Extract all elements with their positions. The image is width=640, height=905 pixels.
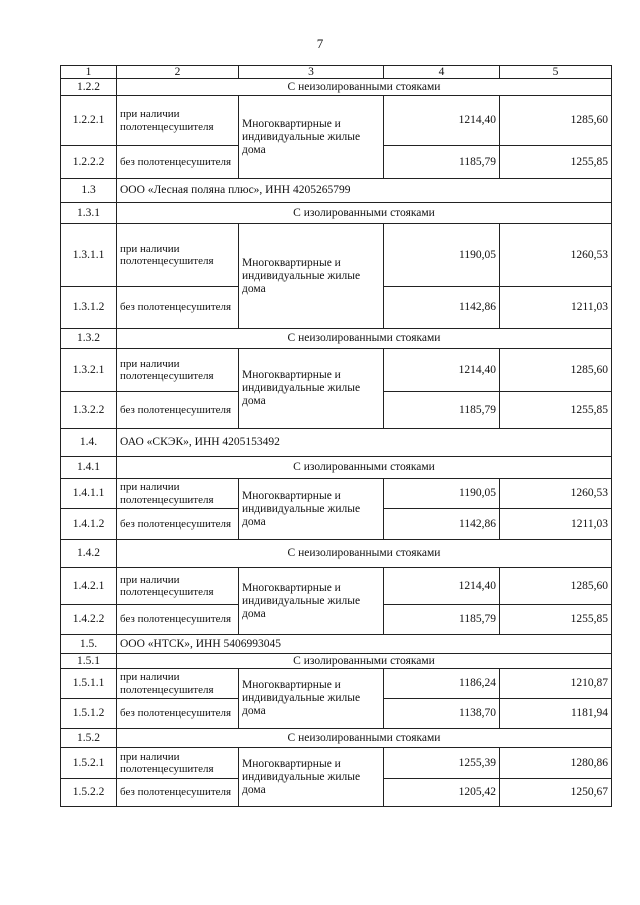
- value-cell: 1142,86: [384, 509, 500, 540]
- condition-cell: при наличии полотенцесушителя: [117, 479, 239, 509]
- value-cell: 1214,40: [384, 568, 500, 605]
- condition-cell: при наличии полотенцесушителя: [117, 349, 239, 392]
- row-number: 1.5.: [61, 635, 117, 654]
- column-header: 3: [239, 66, 384, 79]
- value-cell: 1260,53: [500, 224, 612, 287]
- table-row: [61, 224, 612, 287]
- section-row: [61, 79, 612, 96]
- housing-type-cell: Многоквартирные и индивидуальные жилые дома: [239, 748, 384, 807]
- row-number: 1.4.: [61, 429, 117, 457]
- row-number: 1.3.2.1: [61, 349, 117, 392]
- value-cell: 1138,70: [384, 699, 500, 729]
- value-cell: 1185,79: [384, 146, 500, 179]
- organization-name: ООО «Лесная поляна плюс», ИНН 4205265799: [117, 179, 612, 203]
- value-cell: 1255,85: [500, 392, 612, 429]
- section-title: С изолированными стояками: [117, 654, 612, 669]
- row-number: 1.5.2: [61, 729, 117, 748]
- section-row: [61, 329, 612, 349]
- column-header: 5: [500, 66, 612, 79]
- tariff-table: [60, 65, 612, 807]
- section-title: С неизолированными стояками: [117, 540, 612, 568]
- row-number: 1.2.2.1: [61, 96, 117, 146]
- row-number: 1.4.1: [61, 457, 117, 479]
- section-title: С изолированными стояками: [117, 457, 612, 479]
- condition-cell: без полотенцесушителя: [117, 392, 239, 429]
- value-cell: 1260,53: [500, 479, 612, 509]
- page-number: 7: [316, 36, 324, 51]
- organization-name: ОАО «СКЭК», ИНН 4205153492: [117, 429, 612, 457]
- section-row: [61, 203, 612, 224]
- value-cell: 1186,24: [384, 669, 500, 699]
- row-number: 1.3.2.2: [61, 392, 117, 429]
- value-cell: 1190,05: [384, 479, 500, 509]
- table-row: [61, 349, 612, 392]
- value-cell: 1285,60: [500, 96, 612, 146]
- condition-cell: при наличии полотенцесушителя: [117, 669, 239, 699]
- condition-cell: без полотенцесушителя: [117, 509, 239, 540]
- value-cell: 1181,94: [500, 699, 612, 729]
- value-cell: 1142,86: [384, 287, 500, 329]
- row-number: 1.3: [61, 179, 117, 203]
- table-row: [61, 568, 612, 605]
- row-number: 1.5.1.1: [61, 669, 117, 699]
- section-row: [61, 654, 612, 669]
- section-title: С изолированными стояками: [117, 203, 612, 224]
- value-cell: 1250,67: [500, 779, 612, 807]
- value-cell: 1190,05: [384, 224, 500, 287]
- value-cell: 1214,40: [384, 96, 500, 146]
- condition-cell: при наличии полотенцесушителя: [117, 96, 239, 146]
- housing-type-cell: Многоквартирные и индивидуальные жилые дома: [239, 479, 384, 540]
- value-cell: 1214,40: [384, 349, 500, 392]
- organization-row: [61, 429, 612, 457]
- section-row: [61, 729, 612, 748]
- value-cell: 1255,39: [384, 748, 500, 779]
- condition-cell: при наличии полотенцесушителя: [117, 224, 239, 287]
- condition-cell: при наличии полотенцесушителя: [117, 748, 239, 779]
- table-row: [61, 479, 612, 509]
- value-cell: 1211,03: [500, 509, 612, 540]
- row-number: 1.5.2.2: [61, 779, 117, 807]
- condition-cell: при наличии полотенцесушителя: [117, 568, 239, 605]
- condition-cell: без полотенцесушителя: [117, 605, 239, 635]
- value-cell: 1185,79: [384, 605, 500, 635]
- section-row: [61, 540, 612, 568]
- column-header: 4: [384, 66, 500, 79]
- condition-cell: без полотенцесушителя: [117, 779, 239, 807]
- section-title: С неизолированными стояками: [117, 79, 612, 96]
- value-cell: 1285,60: [500, 349, 612, 392]
- section-title: С неизолированными стояками: [117, 729, 612, 748]
- row-number: 1.2.2: [61, 79, 117, 96]
- value-cell: 1211,03: [500, 287, 612, 329]
- table-row: [61, 96, 612, 146]
- housing-type-cell: Многоквартирные и индивидуальные жилые дома: [239, 96, 384, 179]
- housing-type-cell: Многоквартирные и индивидуальные жилые дома: [239, 349, 384, 429]
- value-cell: 1185,79: [384, 392, 500, 429]
- housing-type-cell: Многоквартирные и индивидуальные жилые дома: [239, 669, 384, 729]
- row-number: 1.5.1.2: [61, 699, 117, 729]
- value-cell: 1285,60: [500, 568, 612, 605]
- housing-type-cell: Многоквартирные и индивидуальные жилые дома: [239, 224, 384, 329]
- housing-type-cell: Многоквартирные и индивидуальные жилые дома: [239, 568, 384, 635]
- value-cell: 1205,42: [384, 779, 500, 807]
- row-number: 1.2.2.2: [61, 146, 117, 179]
- section-row: [61, 457, 612, 479]
- row-number: 1.4.2.2: [61, 605, 117, 635]
- value-cell: 1255,85: [500, 605, 612, 635]
- row-number: 1.3.1.2: [61, 287, 117, 329]
- condition-cell: без полотенцесушителя: [117, 287, 239, 329]
- section-title: С неизолированными стояками: [117, 329, 612, 349]
- row-number: 1.4.2: [61, 540, 117, 568]
- row-number: 1.4.1.1: [61, 479, 117, 509]
- value-cell: 1255,85: [500, 146, 612, 179]
- organization-row: [61, 635, 612, 654]
- table-row: [61, 669, 612, 699]
- row-number: 1.4.1.2: [61, 509, 117, 540]
- row-number: 1.3.1: [61, 203, 117, 224]
- condition-cell: без полотенцесушителя: [117, 146, 239, 179]
- row-number: 1.3.1.1: [61, 224, 117, 287]
- column-header: 2: [117, 66, 239, 79]
- row-number: 1.5.2.1: [61, 748, 117, 779]
- table-header-row: [61, 66, 612, 79]
- row-number: 1.5.1: [61, 654, 117, 669]
- row-number: 1.4.2.1: [61, 568, 117, 605]
- table-row: [61, 748, 612, 779]
- organization-name: ООО «НТСК», ИНН 5406993045: [117, 635, 612, 654]
- value-cell: 1280,86: [500, 748, 612, 779]
- organization-row: [61, 179, 612, 203]
- value-cell: 1210,87: [500, 669, 612, 699]
- condition-cell: без полотенцесушителя: [117, 699, 239, 729]
- column-header: 1: [61, 66, 117, 79]
- row-number: 1.3.2: [61, 329, 117, 349]
